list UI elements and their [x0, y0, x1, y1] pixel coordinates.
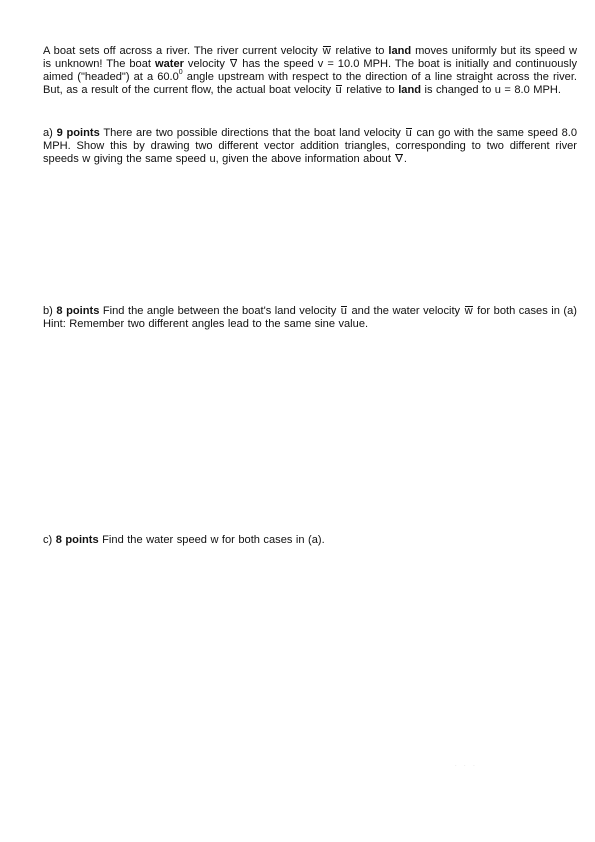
bold-land-2: land — [398, 84, 421, 96]
bold-water: water — [154, 58, 184, 70]
degree-superscript: 0 — [178, 69, 183, 77]
part-c-text-1: Find the water speed w for both cases in (a). — [98, 534, 325, 546]
part-a-label: a) — [43, 127, 57, 139]
land-velocity-vector-u: u — [340, 305, 347, 317]
intro-text-2: relative to — [331, 45, 389, 57]
part-b-text-1: Find the angle between the boat's land velocity — [99, 305, 340, 317]
current-velocity-vector-w: w — [322, 45, 331, 57]
part-b-text-2: and the water velocity — [347, 305, 464, 317]
intro-text-8: is changed to u = 8.0 MPH. — [421, 84, 562, 96]
intro-text-1: A boat sets off across a river. The river current velocity — [43, 45, 322, 57]
part-a-text-3: . — [403, 153, 407, 165]
part-b-text-3: for both cases in (a) Hint: Remember two different angles lead to the same sine value. — [43, 305, 577, 330]
bold-land-1: land — [388, 45, 412, 57]
part-b-points: 8 points — [56, 305, 100, 317]
intro-text-7: relative to — [342, 84, 399, 96]
part-b-label: b) — [43, 305, 57, 317]
part-a-text-1: There are two possible directions that the boat land velocity — [99, 127, 405, 139]
scan-artifact: · · · — [455, 763, 478, 769]
part-c-label: c) — [43, 534, 56, 546]
problem-intro — [43, 45, 577, 97]
intro-text-6: angle upstream with respect to the direction of a line straight across the river. But, as a result of the current flow, the actual boat velocity — [43, 71, 577, 96]
intro-text-5: has the speed v = 10.0 MPH. The boat is initially and continuously aimed ("headed") at a 60.0 — [43, 58, 577, 83]
water-velocity-vector-w: w — [464, 305, 473, 317]
part-a-text-2: can go with the same speed 8.0 MPH. Show this by drawing two different vector addition triangles, corresponding to two different river speeds w giving the same speed u, given the above information about — [43, 127, 578, 165]
land-velocity-vector-u: u — [405, 127, 412, 139]
part-c-points: 8 points — [55, 534, 99, 546]
land-velocity-vector-u: u — [335, 84, 342, 96]
intro-text-3: moves uniformly but its speed w is unknown! The boat — [43, 45, 577, 70]
boat-velocity-vector-v: V — [229, 58, 238, 70]
part-a-points: 9 points — [56, 127, 100, 139]
boat-velocity-vector-v: V — [395, 153, 403, 165]
part-b — [43, 305, 577, 331]
intro-text-4: velocity — [183, 58, 229, 70]
part-c — [43, 534, 577, 547]
part-a — [43, 127, 577, 166]
